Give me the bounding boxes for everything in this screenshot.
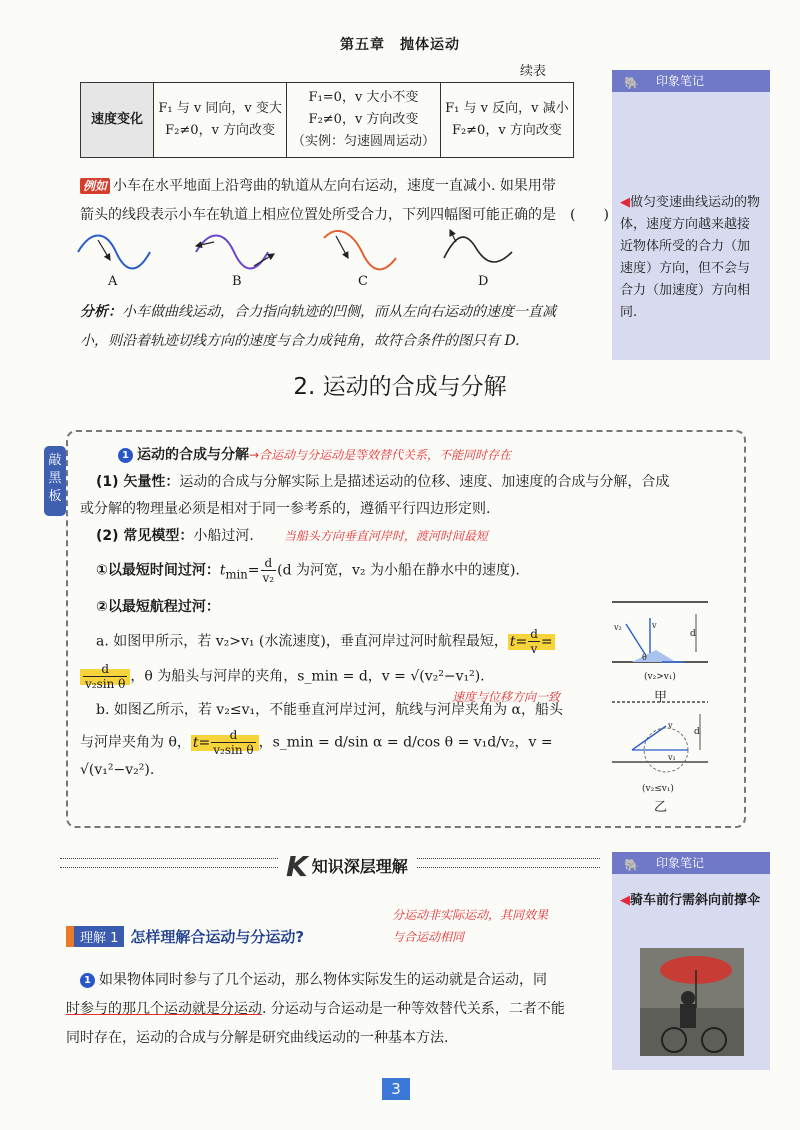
option-c-label: C <box>358 274 368 289</box>
k-logo-icon: K <box>286 850 308 883</box>
side-note-2-text: 骑车前行需斜向前撑伞 <box>630 893 761 908</box>
case-b-line: b. 如图乙所示，若 v₂≤v₁，不能垂直河岸过河，航线与河岸夹角为 α，船头 <box>96 702 563 719</box>
option-b-figure <box>196 236 274 269</box>
table-cell-line: （实例：匀速圆周运动） <box>291 134 435 149</box>
table-cell-line: F₁=0，v 大小不变 <box>308 90 419 105</box>
blackboard-content: 1 运动的合成与分解→合运动与分运动是等效替代关系，不能同时存在 (1) 矢量性：运动的合成与分解实际上是描述运动的位移、速度、加速度的合成与分解，合成 或分解的物理量必须是相对于同一参考系的，遵循平行四边形定则. (2) 常见模型：小船过河. 当船头方向垂直河岸时，渡河时间最短 ①以最短时间过河：$t_{min}=$ $\frac{d}{\text{v₂}}$ (d 为河宽，v₂ 为小船在静水中的速度). ②以最短航程过河： a. 如图甲所示，若 v₂>v₁ (水流速度)，垂直河岸过河时航程最短， t= $\frac{d}{v}$ = $\frac{d}{\text{v₂sin θ}}$ ，θ 为船头与河岸的夹角，s_min = d，v = √(v₂²−v₁²). b. 如图乙所示，若 v₂≤v₁，不能垂直河岸过河，航线与河岸夹角为 α，船头 与河岸夹角为 θ， t= $\frac{d}{\text{v₂sin θ}}$ ，s_min = d/sin α = d/cos θ = v₁d/v₂，v = √(v₁²−v₂²). <box>80 442 740 784</box>
trajectory-options-figure <box>76 228 516 278</box>
side-note-2-header <box>612 852 770 874</box>
option-a-label: A <box>108 274 118 289</box>
table-head-cell: 速度变化 <box>81 83 154 158</box>
velocity-change-table <box>80 82 574 158</box>
note-line: 与合运动相同 <box>392 930 465 944</box>
section-2-title: 2. 运动的合成与分解 <box>293 374 507 400</box>
page-number: 3 <box>382 1078 410 1100</box>
handwritten-note: →合运动与分运动是等效替代关系，不能同时存在 <box>249 448 512 462</box>
blackboard-tag-text: 敲黑板 <box>48 453 62 504</box>
option-c-figure <box>324 231 396 269</box>
lijie-line-3: 同时存在，运动的合成与分解是研究曲线运动的一种基本方法. <box>66 1030 449 1046</box>
svg-text:v: v <box>668 721 673 730</box>
vector-label: (1) 矢量性： <box>96 474 180 490</box>
table-cell-line: F₂≠0，v 方向改变 <box>308 112 419 127</box>
side-note-1-header <box>612 70 770 92</box>
fraction <box>83 662 127 691</box>
formula-var: t <box>219 562 226 579</box>
example-tag: 例如 <box>80 178 110 194</box>
option-d-figure <box>444 230 512 262</box>
analysis-label: 分析： <box>80 304 122 320</box>
lijie-underlined: 时参与的那几个运动就是分运动 <box>66 1001 262 1017</box>
fraction <box>211 728 255 757</box>
fraction <box>261 556 277 585</box>
table-continued-label: 续表 <box>520 64 547 79</box>
handwritten-note: 当船头方向垂直河岸时，渡河时间最短 <box>283 529 488 543</box>
vector-line-2: 或分解的物理量必须是相对于同一参考系的，遵循平行四边形定则. <box>80 501 491 517</box>
side-note-1 <box>612 70 770 360</box>
svg-text:d: d <box>694 727 700 737</box>
svg-text:v₁: v₁ <box>668 753 676 762</box>
table-cell-same-direction <box>154 83 287 158</box>
table-cell-line: F₁ 与 v 同向，v 变大 <box>158 101 282 116</box>
deep-title-text: 知识深层理解 <box>311 857 408 876</box>
number-badge: 1 <box>118 448 133 463</box>
option-d-label: D <box>478 274 489 289</box>
vector-line-1: 运动的合成与分解实际上是描述运动的位移、速度、加速度的合成与分解，合成 <box>179 474 670 490</box>
svg-text:θ: θ <box>642 653 647 662</box>
fig-jia-condition: (v₂>v₁) <box>644 672 676 682</box>
lijie-heading <box>66 926 304 947</box>
option-a-figure <box>78 236 150 269</box>
case-b-line-2: 与河岸夹角为 θ， <box>80 734 191 751</box>
lijie-title: 怎样理解合运动与分运动? <box>130 928 305 946</box>
shortest-time-rest: (d 为河宽，v₂ 为小船在静水中的速度). <box>277 562 520 579</box>
analysis-line-2: 小，则沿着轨迹切线方向的速度与合力成钝角，故符合条件的图只有 D. <box>80 333 520 349</box>
fraction-den: v₂sin θ <box>85 677 126 692</box>
side-note-1-body <box>612 92 770 330</box>
blackboard-tag <box>44 446 66 516</box>
item1-title: 运动的合成与分解 <box>137 447 249 463</box>
deep-section-title <box>278 850 416 883</box>
umbrella-cyclist-photo <box>640 948 744 1056</box>
fraction-num: d <box>261 556 277 571</box>
example-line-1: 小车在水平地面上沿弯曲的轨道从左向右运动，速度一直减小. 如果用带 <box>113 178 556 194</box>
fig-yi-condition: (v₂≤v₁) <box>642 784 674 794</box>
fraction-num: d <box>530 627 538 642</box>
case-a-line: a. 如图甲所示，若 v₂>v₁ (水流速度)，垂直河岸过河时航程最短， <box>96 633 508 650</box>
side-note-1-text: 做匀变速曲线运动的物体，速度方向越来越接近物体所受的合力（加速度）方向，但不会与合力（加速度）方向相同. <box>620 195 761 320</box>
side-note-2-title: 印象笔记 <box>656 856 705 870</box>
example-block <box>80 172 610 230</box>
table-cell-line: F₂≠0，v 方向改变 <box>451 123 562 138</box>
note-line: 分运动非实际运动，其同效果 <box>392 908 549 922</box>
model-text: 小船过河. <box>193 528 254 544</box>
fraction-num: d <box>211 728 255 743</box>
side-note-1-title: 印象笔记 <box>656 74 705 88</box>
table-cell-perpendicular <box>287 83 441 158</box>
triangle-icon: ◀ <box>620 195 630 210</box>
fraction-den: v <box>530 642 538 657</box>
model-label: (2) 常见模型： <box>96 528 194 544</box>
fraction-den: v₂sin θ <box>213 743 254 758</box>
triangle-icon: ◀ <box>620 893 630 908</box>
example-line-2: 箭头的线段表示小车在轨道上相应位置处所受合力，下列四幅图可能正确的是 ( ) <box>80 207 609 223</box>
svg-text:v: v <box>652 621 657 630</box>
side-note-2-body <box>612 874 770 918</box>
number-badge: 1 <box>80 973 95 988</box>
case-b-rest: ，s_min = d/sin α = d/cos θ = v₁d/v₂，v = √(v₁²−v₂²). <box>80 734 553 779</box>
fraction-num: d <box>83 662 127 677</box>
fig-jia-label: 甲 <box>654 690 668 705</box>
elephant-icon: 🐘 <box>624 76 639 90</box>
svg-text:d: d <box>690 629 696 639</box>
shortest-path-label: ②以最短航程过河： <box>96 599 220 616</box>
side-note-2 <box>612 852 770 1070</box>
lijie-paragraph <box>66 966 610 1053</box>
lijie-handwritten-note <box>392 904 548 948</box>
lijie-line-2: . 分运动与合运动是一种等效替代关系，二者不能 <box>262 1001 565 1017</box>
chapter-title: 第五章 抛体运动 <box>340 37 460 53</box>
handwritten-note-velocity: 速度与位移方向一致 <box>452 690 561 704</box>
lijie-line-1: 如果物体同时参与了几个运动，那么物体实际发生的运动就是合运动，同 <box>99 972 547 988</box>
analysis-block <box>80 298 610 356</box>
fraction-den: v₂ <box>262 571 275 585</box>
fraction <box>528 627 540 656</box>
table-cell-line: F₁ 与 v 反向，v 减小 <box>445 101 569 116</box>
analysis-line-1: 小车做曲线运动，合力指向轨迹的凹侧，而从左向右运动的速度一直减 <box>122 304 556 320</box>
fig-yi-label: 乙 <box>654 800 668 815</box>
case-a-rest: ，θ 为船头与河岸的夹角，s_min = d，v = √(v₂²−v₁²). <box>130 668 485 685</box>
svg-text:v₂: v₂ <box>614 623 622 632</box>
table-cell-line: F₂≠0，v 方向改变 <box>165 123 276 138</box>
shortest-time-label: ①以最短时间过河： <box>96 562 220 579</box>
elephant-icon: 🐘 <box>624 858 639 872</box>
option-b-label: B <box>232 274 242 289</box>
lijie-tag: 理解 1 <box>66 926 124 947</box>
table-cell-opposite-direction <box>440 83 573 158</box>
